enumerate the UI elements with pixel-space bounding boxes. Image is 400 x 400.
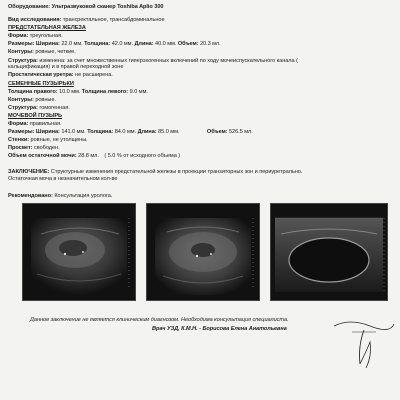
equipment-row <box>8 4 164 10</box>
bladder-thickness-label: Толщина: <box>87 129 114 135</box>
bladder-lumen-row <box>8 145 60 151</box>
bladder-thickness-value: 84.0 мм. <box>114 129 137 135</box>
prostate-sizes-label: Размеры: <box>8 41 35 47</box>
vesicles-structure-row <box>8 105 70 111</box>
prostate-volume-label: Объем: <box>177 41 199 47</box>
bladder-residual-value: 28.8 мл. <box>78 153 99 159</box>
vesicles-left-value: 9.0 мм. <box>129 89 148 95</box>
recommendation-label: Рекомендовано: <box>8 193 53 199</box>
recommendation-row <box>8 193 112 199</box>
bladder-volume-label: Объем: <box>206 129 228 135</box>
bladder-walls-label: Стенки: <box>8 137 30 143</box>
bladder-sizes-label: Размеры: <box>8 129 35 135</box>
ultrasound-image-1-graphic <box>23 204 135 300</box>
bladder-form-label: Форма: <box>8 121 29 127</box>
prostate-structure-label: Структура: <box>8 58 38 64</box>
prostate-structure-value-2: кальцификация) и в правой переходной зоне <box>8 64 124 70</box>
conclusion-text-2: Остаточная моча в незначительном кол-ве <box>8 176 118 182</box>
conclusion-text-1: Структурные изменения предстательной железы в проекции транзиторных зон и периуретрально. <box>50 169 303 175</box>
ultrasound-image-3-graphic <box>271 204 387 300</box>
prostate-contours-value: ровные, четкие. <box>35 49 76 55</box>
bladder-width-label: Ширина: <box>35 129 60 135</box>
bladder-length-value: 85.0 мм. <box>158 129 180 135</box>
prostate-structure-value-1: изменена: за счет множественных гиперэхогенных включений по ходу мочеиспускательного канала ( <box>39 58 298 64</box>
prostate-length-value: 40.0 мм. <box>155 41 177 47</box>
exam-type-value: трансректальное, трансабдоминальное <box>62 17 165 23</box>
prostate-width-value: 22.0 мм. <box>61 41 83 47</box>
bladder-walls-row <box>8 137 88 143</box>
prostate-width-label: Ширина: <box>35 41 60 47</box>
vesicles-right-value: 10.0 мм. <box>59 89 81 95</box>
conclusion-row-2 <box>8 176 117 182</box>
prostate-length-label: Длина: <box>134 41 154 47</box>
prostate-contours-label: Контуры: <box>8 49 34 55</box>
prostate-urethra-value: не расширена. <box>75 72 113 78</box>
bladder-section-title: МОЧЕВОЙ ПУЗЫРЬ <box>8 113 63 119</box>
vesicles-contours-value: ровные. <box>35 97 56 103</box>
bladder-residual-label: Объем остаточной мочи: <box>8 153 77 159</box>
prostate-section-title: ПРЕДСТАТЕЛЬНАЯ ЖЕЛЕЗА <box>8 25 86 31</box>
vesicles-thickness-row <box>8 89 148 95</box>
bladder-form-row <box>8 121 62 127</box>
bladder-form-value: правильная. <box>29 121 62 127</box>
vesicles-left-label: Толщина левого: <box>81 89 129 95</box>
prostate-form-value: треугольная. <box>29 33 63 39</box>
prostate-form-label: Форма: <box>8 33 29 39</box>
recommendation-value: Консультация уролога. <box>54 193 113 199</box>
prostate-urethra-row <box>8 72 113 78</box>
vesicles-structure-label: Структура: <box>8 105 38 111</box>
footer-doctor: Врач УЗД, К.М.Н. - Борисова Елена Анатольевна <box>152 326 287 332</box>
bladder-walls-value: ровные, не утолщены. <box>30 137 88 143</box>
prostate-urethra-label: Простатическая уретра: <box>8 72 74 78</box>
ultrasound-image-3 <box>270 203 388 301</box>
bladder-residual-row <box>8 153 180 159</box>
bladder-length-label: Длина: <box>137 129 157 135</box>
bladder-sizes-row <box>8 129 253 135</box>
equipment-label: Оборудование: <box>8 4 51 10</box>
exam-type-row <box>8 17 165 23</box>
vesicles-contours-row <box>8 97 56 103</box>
vesicles-right-label: Толщина правого: <box>8 89 58 95</box>
prostate-form-row <box>8 33 63 39</box>
vesicles-contours-label: Контуры: <box>8 97 34 103</box>
equipment-value: Ультразвуковой сканер Toshiba Aplio 300 <box>51 4 164 10</box>
ultrasound-image-2-graphic <box>147 204 259 300</box>
vesicles-section-title: СЕМЕННЫЕ ПУЗЫРЬКИ <box>8 81 74 87</box>
ultrasound-image-2 <box>146 203 260 301</box>
prostate-sizes-row <box>8 41 221 47</box>
conclusion-row <box>8 169 302 175</box>
bladder-width-value: 141.0 мм. <box>61 129 86 135</box>
ultrasound-image-1 <box>22 203 136 301</box>
conclusion-label: ЗАКЛЮЧЕНИЕ: <box>8 169 50 175</box>
bladder-lumen-value: свободен. <box>34 145 60 151</box>
prostate-structure-row-2 <box>8 64 123 70</box>
bladder-lumen-label: Просвет: <box>8 145 33 151</box>
exam-type-label: Вид исследования: <box>8 17 62 23</box>
footer-disclaimer: Данное заключение не является клиническим диагнозом. Необходима консультация специалиста. <box>30 317 289 323</box>
prostate-volume-value: 20.3 мл. <box>199 41 221 47</box>
bladder-residual-note: ( 5.0 % от исходного объема ) <box>104 153 181 159</box>
prostate-thickness-value: 42.0 мм. <box>111 41 133 47</box>
prostate-thickness-label: Толщина: <box>84 41 111 47</box>
vesicles-structure-value: гомогенная. <box>39 105 70 111</box>
prostate-contours-row <box>8 49 76 55</box>
doctor-signature <box>330 312 396 372</box>
bladder-volume-value: 526.5 мл. <box>229 129 253 135</box>
